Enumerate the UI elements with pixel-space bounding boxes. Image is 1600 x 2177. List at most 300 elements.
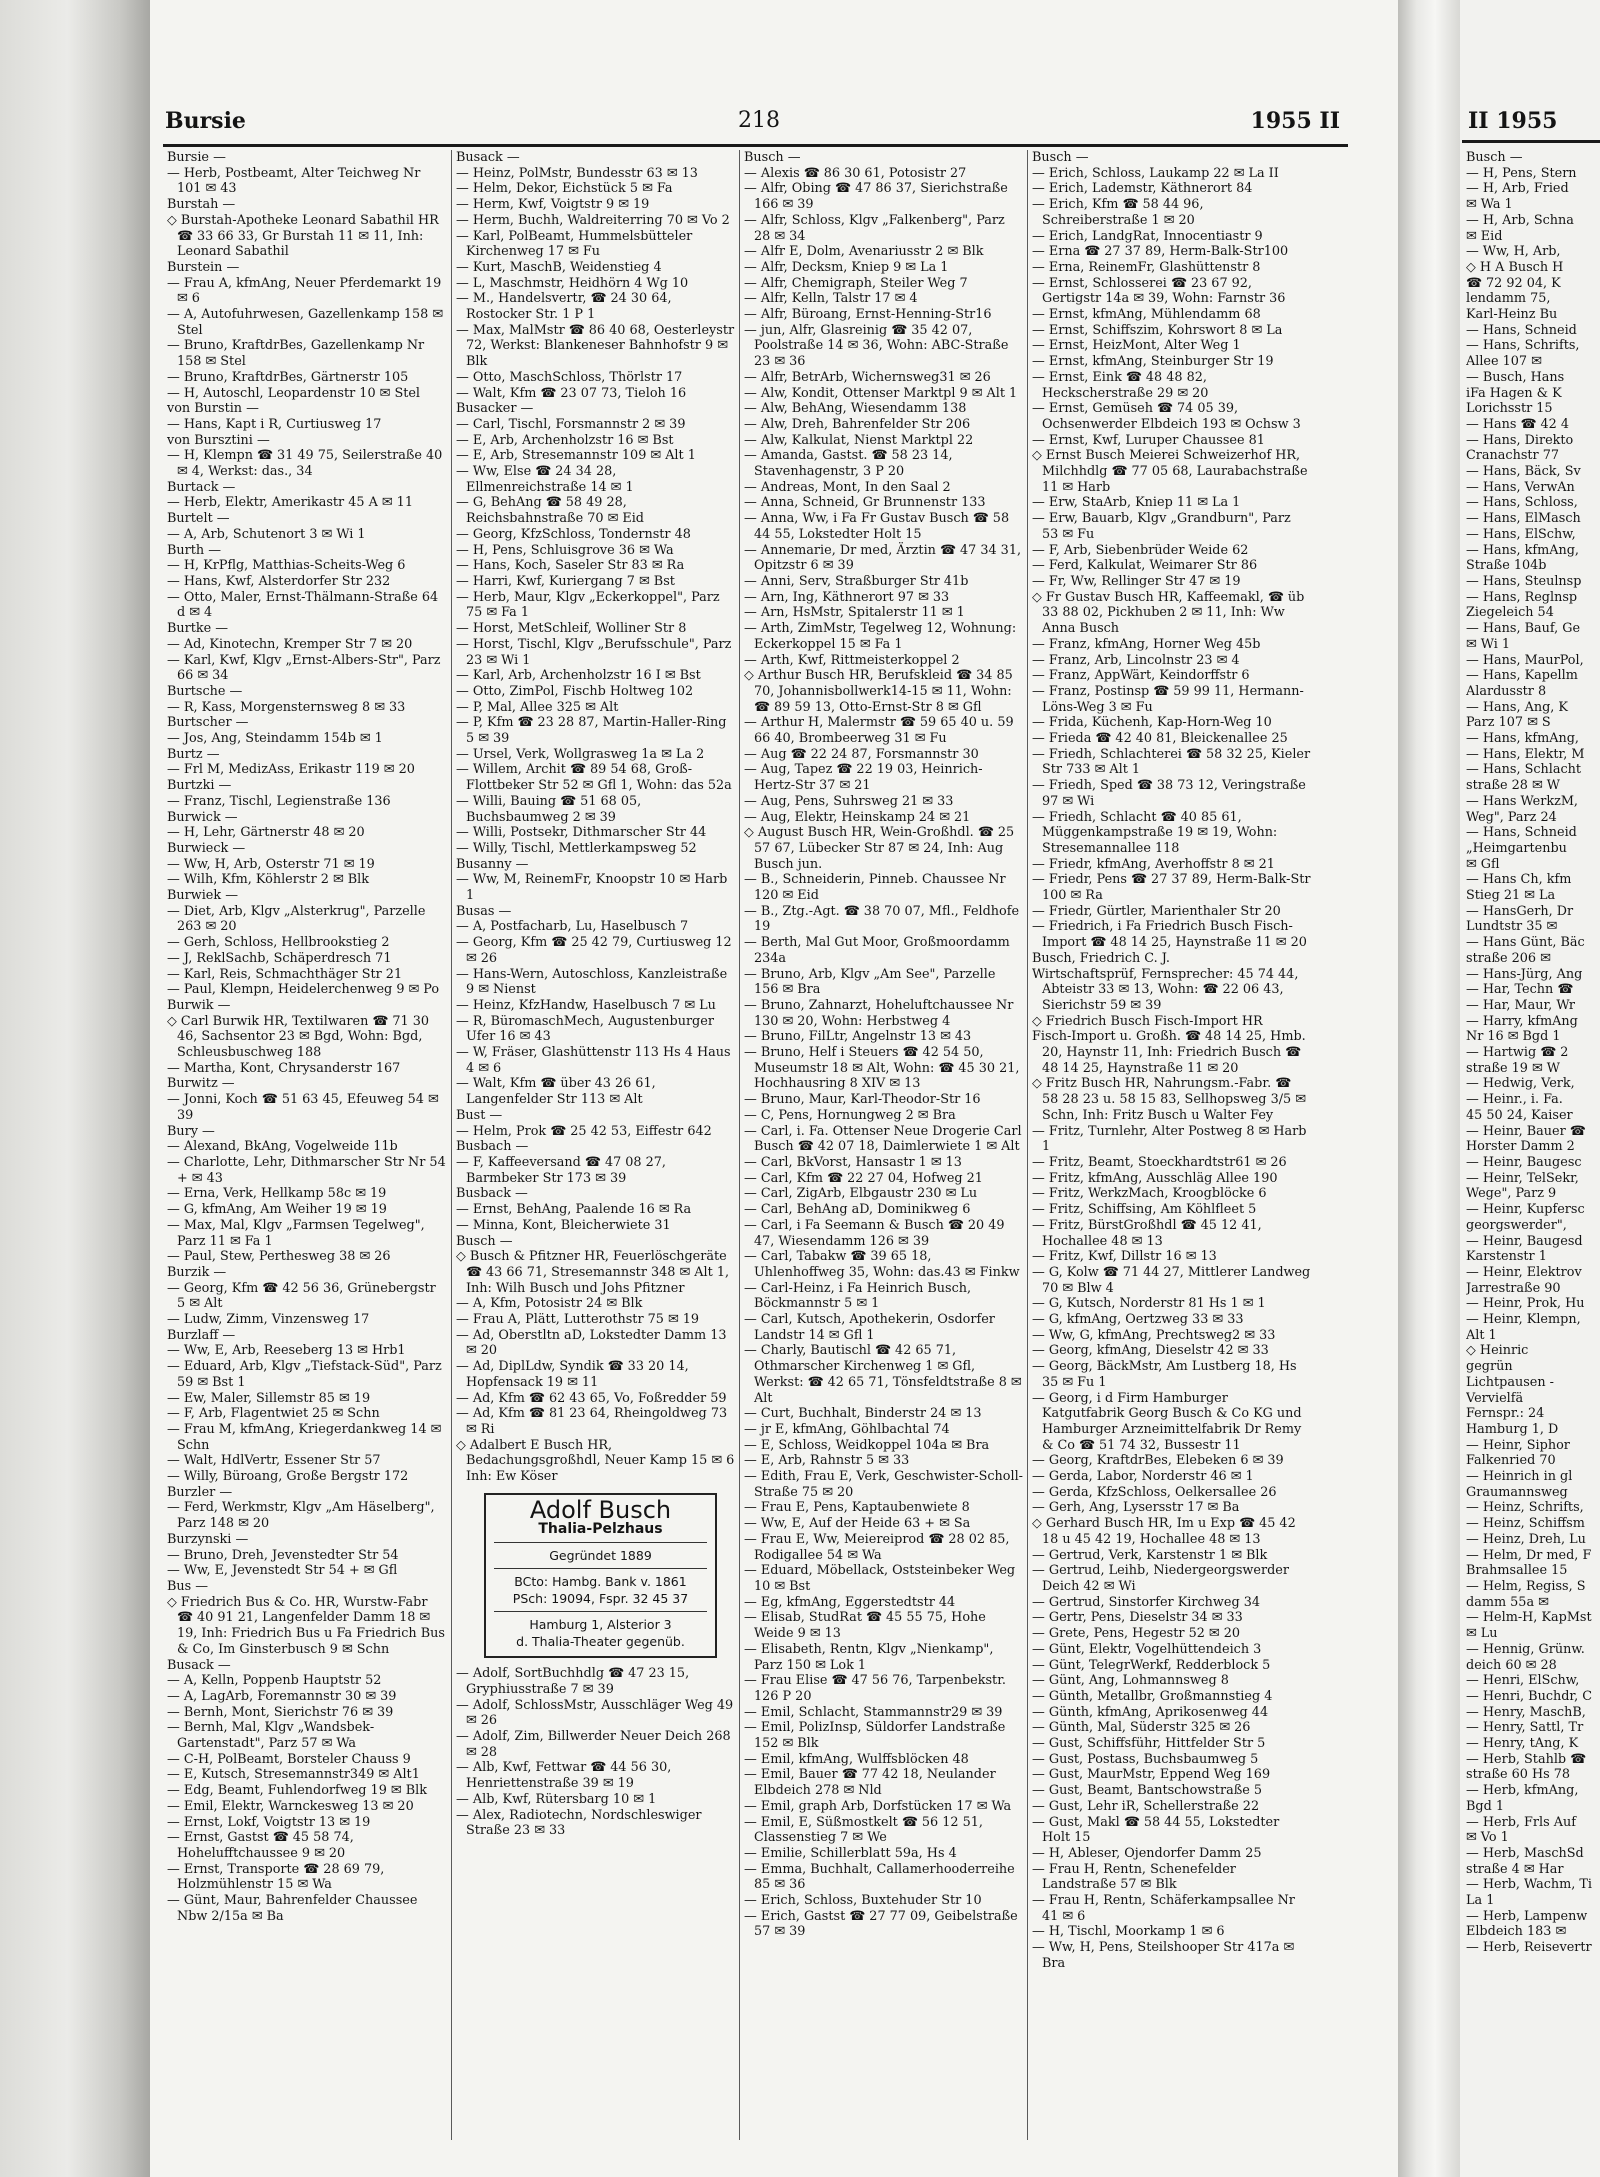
directory-entry: — Max, MalMstr ☎ 86 40 68, Oesterleystr 72, Werkst: Blankeneser Bahnhofstr 9 ✉ Blk (456, 322, 735, 370)
directory-entry: — Carl, Kfm ☎ 22 27 04, Hofweg 21 (744, 1170, 983, 1186)
directory-entry: — Karl, PolBeamt, Hummelsbütteler Kirchenweg 17 ✉ Fu (456, 228, 693, 260)
directory-entry: — Franz, Arb, Lincolnstr 23 ✉ 4 (1032, 652, 1240, 668)
directory-entry: — Alb, Kwf, Fettwar ☎ 44 56 30, Henriettenstraße 39 ✉ 19 (456, 1760, 672, 1792)
directory-entry: Fisch-Import u. Großh. ☎ 48 14 25, Hmb. 20, Haynstr 11, Inh: Friedrich Busch ☎ 48 14 25, Haynstraße 11 ✉ 20 (1032, 1029, 1306, 1076)
directory-entry: Stieg 21 ✉ La (1466, 888, 1556, 904)
directory-entry: Burtack — (167, 479, 236, 495)
directory-entry: — Günt, Maur, Bahrenfelder Chaussee Nbw 2/15a ✉ Ba (167, 1893, 418, 1924)
directory-entry: — Fritz, Beamt, Stoeckhardtstr61 ✉ 26 (1032, 1155, 1287, 1170)
directory-entry: — Hans Ch, kfm (1466, 872, 1572, 888)
directory-entry: Bgd 1 (1466, 1798, 1504, 1814)
directory-entry: — Alfr, Kelln, Talstr 17 ✉ 4 (744, 291, 918, 307)
directory-entry: — Alfr, Schloss, Klgv „Falkenberg", Parz 28 ✉ 34 (744, 212, 1005, 244)
directory-entry: — Fritz, Kwf, Dillstr 16 ✉ 13 (1032, 1249, 1217, 1265)
directory-entry: — Aug ☎ 22 24 87, Forsmannstr 30 (744, 746, 979, 762)
directory-entry: — Hans, Reglnsp (1466, 589, 1578, 605)
directory-entry: Burtz — (167, 746, 220, 762)
directory-entry: — Fritz, Schiffsing, Am Köhlfleet 5 (1032, 1202, 1257, 1218)
directory-entry: — Ew, Maler, Sillemstr 85 ✉ 19 (167, 1390, 371, 1406)
directory-entry: — G, Kolw ☎ 71 44 27, Mittlerer Landweg 70 ✉ Blw 4 (1032, 1264, 1311, 1296)
directory-entry: — A, Kfm, Potosistr 24 ✉ Blk (456, 1296, 643, 1312)
directory-entry: — Hans, Bauf, Ge (1466, 621, 1581, 637)
directory-entry: Falkenried 70 (1466, 1453, 1556, 1469)
directory-entry: — Ad, Kfm ☎ 81 23 64, Rheingoldweg 73 ✉ Ri (456, 1406, 728, 1437)
directory-entry: Hamburg 1, D (1466, 1421, 1559, 1437)
directory-entry: — Busch, Hans (1466, 369, 1565, 385)
directory-entry: — Ludw, Zimm, Vinzensweg 17 (167, 1312, 370, 1328)
directory-entry: — Franz, Tischl, Legienstraße 136 (167, 793, 391, 809)
directory-entry: — Edg, Beamt, Fuhlendorfweg 19 ✉ Blk (167, 1783, 427, 1799)
directory-entry: — Berth, Mal Gut Moor, Großmoordamm 234a (744, 935, 1010, 966)
directory-entry: — Hans, Bäck, Sv (1466, 464, 1581, 480)
directory-entry: — Friedr, Gürtler, Marienthaler Str 20 (1032, 903, 1281, 919)
directory-entry: — Franz, Postinsp ☎ 59 99 11, Hermann-Löns-Weg 3 ✉ Fu (1032, 683, 1304, 715)
directory-entry: — Arn, Ing, Käthnerort 97 ✉ 33 (744, 589, 950, 605)
directory-entry: — Ursel, Verk, Wollgrasweg 1a ✉ La 2 (456, 746, 705, 762)
directory-entry: — Har, Techn ☎ (1466, 982, 1574, 998)
directory-entry: — Harry, kfmAng (1466, 1013, 1578, 1029)
directory-entry: — Bruno, Zahnarzt, Hoheluftchaussee Nr 130 ✉ 20, Wohn: Herbstweg 4 (744, 997, 1014, 1029)
directory-entry: — J, ReklSachb, Schäperdresch 71 (167, 950, 392, 966)
directory-entry: ☎ 72 92 04, K (1466, 275, 1561, 291)
directory-entry: — Willi, Postsekr, Dithmarscher Str 44 (456, 825, 707, 841)
directory-entry: — Frieda ☎ 42 40 81, Bleickenallee 25 (1032, 731, 1288, 747)
directory-entry: Busch — (456, 1233, 513, 1249)
directory-entry: — G, BehAng ☎ 58 49 28, Reichsbahnstraße 70 ✉ Eid (456, 495, 644, 527)
directory-entry: — Anni, Serv, Straßburger Str 41b (744, 573, 969, 589)
column-2 (451, 150, 739, 2140)
directory-entry: — Hans, Elektr, M (1466, 746, 1585, 762)
directory-entry: — Günt, Ang, Lohmannsweg 8 (1032, 1673, 1229, 1689)
directory-entry: — Gust, Postass, Buchsbaumweg 5 (1032, 1751, 1259, 1767)
directory-entry: Busacker — (456, 401, 534, 417)
directory-entry: — Walt, HdlVertr, Essener Str 57 (167, 1453, 381, 1469)
directory-entry: Graumannsweg (1466, 1484, 1568, 1500)
directory-entry: — Herb, Lampenw (1466, 1908, 1588, 1924)
directory-entry: — Arth, ZimMstr, Tegelweg 12, Wohnung: Eckerkoppel 15 ✉ Fa 1 (744, 621, 1017, 652)
directory-entry: ◇ Busch & Pfitzner HR, Feuerlöschgeräte ☎ 43 66 71, Stresemannstr 348 ✉ Alt 1, Inh: Wilh Busch und Johs Pfitzner (456, 1249, 730, 1296)
directory-entry: straße 28 ✉ W (1466, 778, 1560, 794)
directory-entry: — Ad, DiplLdw, Syndik ☎ 33 20 14, Hopfensack 19 ✉ 11 (456, 1359, 689, 1390)
directory-entry: ◇ Fr Gustav Busch HR, Kaffeemakl, ☎ üb 33 88 02, Pickhuben 2 ✉ 11, Inh: Ww Anna Busch (1032, 589, 1305, 637)
directory-entry: Elbdeich 183 ✉ (1466, 1924, 1567, 1940)
directory-entry: — Hans, Schlacht (1466, 762, 1582, 778)
column-1 (163, 150, 451, 2140)
directory-entry: — Eduard, Arb, Klgv „Tiefstack-Süd", Parz 59 ✉ Bst 1 (167, 1359, 442, 1390)
directory-entry: ◇ Fritz Busch HR, Nahrungsm.-Fabr. ☎ 58 28 23 u. 58 15 83, Sellhopsweg 3/5 ✉ Schn, Inh: Fritz Busch u Walter Fey (1032, 1076, 1306, 1123)
directory-entry: damm 55a ✉ (1466, 1594, 1549, 1610)
directory-entry: 45 50 24, Kaiser (1466, 1107, 1573, 1123)
directory-entry: — Gertrud, Leihb, Niedergeorgswerder Deich 42 ✉ Wi (1032, 1563, 1289, 1594)
directory-entry: — E, Arb, Archenholzstr 16 ✉ Bst (456, 432, 674, 448)
directory-entry: Burwiek — (167, 888, 239, 904)
directory-entry: — Heinr, Prok, Hu (1466, 1296, 1585, 1312)
directory-entry: — Georg, kfmAng, Dieselstr 42 ✉ 33 (1032, 1343, 1269, 1359)
directory-entry: — Georg, KraftdrBes, Elebeken 6 ✉ 39 (1032, 1453, 1284, 1469)
directory-entry: — Erw, StaArb, Kniep 11 ✉ La 1 (1032, 495, 1241, 511)
directory-entry: deich 60 ✉ 28 (1466, 1657, 1557, 1673)
directory-entry: ✉ Vo 1 (1466, 1830, 1509, 1846)
directory-entry: — Ernst, Eink ☎ 48 48 82, Heckscherstraße 29 ✉ 20 (1032, 369, 1209, 401)
book-gutter (1398, 0, 1460, 2177)
directory-entry: — Heinr, Baugesd (1466, 1233, 1583, 1249)
directory-entry: — Hennig, Grünw. (1466, 1641, 1585, 1657)
directory-entry: — Annemarie, Dr med, Ärztin ☎ 47 34 31, Opitzstr 6 ✉ 39 (744, 542, 1022, 574)
directory-entry: — Hans-Jürg, Ang (1466, 966, 1583, 982)
directory-entry: Burwieck — (167, 840, 246, 856)
directory-entry: ◇ Gerhard Busch HR, Im u Exp ☎ 45 42 18 u 45 42 19, Hochallee 48 ✉ 13 (1032, 1516, 1296, 1547)
directory-entry: ◇ Heinric (1466, 1343, 1529, 1359)
directory-entry: — R, Kass, Morgensternsweg 8 ✉ 33 (167, 699, 406, 715)
directory-entry: — Charlotte, Lehr, Dithmarscher Str Nr 54 + ✉ 43 (167, 1155, 446, 1186)
directory-entry: — Hans, Ang, K (1466, 699, 1568, 715)
directory-entry: — Frida, Küchenh, Kap-Horn-Weg 10 (1032, 715, 1272, 731)
directory-entry: — Georg, Kfm ☎ 42 56 36, Grünebergstr 5 ✉ Alt (167, 1280, 436, 1312)
next-page-header: II 1955 (1468, 108, 1558, 134)
directory-entry: — Otto, Maler, Ernst-Thälmann-Straße 64 d ✉ 4 (167, 589, 439, 621)
column-4 (1027, 150, 1315, 2140)
directory-entry: — G, Kutsch, Norderstr 81 Hs 1 ✉ 1 (1032, 1296, 1266, 1312)
directory-entry: — Hans, Schneid (1466, 322, 1577, 338)
directory-entry: — Georg, i d Firm Hamburger Katgutfabrik Georg Busch & Co KG und Hamburger Arzneimittelfabrik Dr Remy & Co ☎ 51 74 32, Bussestr 11 (1032, 1390, 1302, 1453)
directory-entry: Busch, Friedrich C. J. (1032, 950, 1170, 966)
directory-entry: — Frau A, Plätt, Lutterothstr 75 ✉ 19 (456, 1312, 700, 1328)
directory-entry: — Frau Elise ☎ 47 56 76, Tarpenbekstr. 126 P 20 (744, 1673, 1006, 1704)
directory-entry: — Frau E, Pens, Kaptaubenwiete 8 (744, 1500, 970, 1516)
directory-entry: — Ww, H, Arb, Osterstr 71 ✉ 19 (167, 856, 375, 872)
directory-entry: — Anna, Schneid, Gr Brunnenstr 133 (744, 495, 986, 511)
directory-entry: Busch — (744, 150, 801, 165)
advert-note: d. Thalia-Theater gegenüb. (516, 1634, 685, 1650)
directory-entry: — Fr, Ww, Rellinger Str 47 ✉ 19 (1032, 573, 1241, 589)
directory-entry: — H, Klempn ☎ 31 49 75, Seilerstraße 40 ✉ 4, Werkst: das., 34 (167, 448, 443, 480)
directory-entry: — Alb, Kwf, Rütersbarg 10 ✉ 1 (456, 1791, 657, 1807)
directory-entry: — Carl, BkVorst, Hansastr 1 ✉ 13 (744, 1155, 962, 1170)
directory-entry: — HansGerh, Dr (1466, 903, 1574, 919)
directory-entry: — Carl, Tischl, Forsmannstr 2 ✉ 39 (456, 416, 686, 432)
directory-entry: — Fritz, WerkzMach, Kroogblöcke 6 (1032, 1186, 1267, 1202)
directory-entry: ◇ Ernst Busch Meierei Schweizerhof HR, Milchhdlg ☎ 77 05 68, Laurabachstraße 11 ✉ Harb (1032, 448, 1308, 495)
directory-entry: — Fritz, kfmAng, Ausschläg Allee 190 (1032, 1170, 1278, 1186)
directory-entry: — R, BüromaschMech, Augustenburger Ufer 16 ✉ 43 (456, 1013, 714, 1045)
directory-entry: — Herb, MaschSd (1466, 1845, 1584, 1861)
directory-entry: — Arn, HsMstr, Spitalerstr 11 ✉ 1 (744, 605, 965, 621)
directory-entry: — Bruno, FilLtr, Angelnstr 13 ✉ 43 (744, 1029, 972, 1045)
directory-entry: — Ww, E, Auf der Heide 63 + ✉ Sa (744, 1516, 971, 1532)
directory-entry: — Günth, Metallbr, Großmannstieg 4 (1032, 1688, 1273, 1704)
directory-entry: — Otto, MaschSchloss, Thörlstr 17 (456, 369, 683, 385)
directory-entry: — Emil, graph Arb, Dorfstücken 17 ✉ Wa (744, 1798, 1012, 1814)
directory-entry: — H, Ableser, Ojendorfer Damm 25 (1032, 1845, 1262, 1861)
directory-entry: — Ernst, BehAng, Paalende 16 ✉ Ra (456, 1202, 692, 1218)
directory-entry: — Heinr, Klempn, (1466, 1312, 1581, 1328)
directory-entry: — Alw, Kondit, Ottenser Marktpl 9 ✉ Alt 1 (744, 385, 1018, 401)
directory-entry: — Herm, Kwf, Voigtstr 9 ✉ 19 (456, 197, 650, 213)
directory-entry: — Karl, Reis, Schmachthäger Str 21 (167, 966, 403, 982)
directory-entry: — Gust, Beamt, Bantschowstraße 5 (1032, 1783, 1263, 1799)
directory-entry: ◇ Adalbert E Busch HR, Bedachungsgroßhdl, Neuer Kamp 15 ✉ 6 Inh: Ew Köser (456, 1437, 735, 1485)
directory-entry: Burzynski — (167, 1531, 249, 1547)
directory-entry: — Hedwig, Verk, (1466, 1076, 1575, 1092)
directory-entry: — Hans, Kwf, Alsterdorfer Str 232 (167, 573, 391, 589)
directory-entry: — Aug, Pens, Suhrsweg 21 ✉ 33 (744, 793, 954, 809)
directory-entry: straße 206 ✉ (1466, 950, 1551, 966)
directory-entry: Burwitz — (167, 1076, 235, 1092)
directory-entry: — Paul, Stew, Perthesweg 38 ✉ 26 (167, 1249, 391, 1265)
directory-entry: — Henry, tAng, K (1466, 1736, 1579, 1752)
directory-entry: — Günt, Elektr, Vogelhüttendeich 3 (1032, 1641, 1262, 1657)
advert-rule (494, 1611, 707, 1612)
directory-entry: — Karl, Arb, Archenholzstr 16 I ✉ Bst (456, 668, 701, 684)
directory-entry: — Ww, E, Arb, Reeseberg 13 ✉ Hrb1 (167, 1343, 406, 1359)
directory-entry: — Erich, Lademstr, Käthnerort 84 (1032, 181, 1253, 197)
directory-entry: — Hans, MaurPol, (1466, 652, 1584, 668)
directory-entry: Burtelt — (167, 511, 230, 527)
directory-entry: — Bernh, Mal, Klgv „Wandsbek-Gartenstadt", Parz 57 ✉ Wa (167, 1720, 375, 1752)
directory-entry: — Frau E, Ww, Meiereiprod ☎ 28 02 85, Rodigallee 54 ✉ Wa (744, 1531, 1010, 1563)
directory-entry: — Hans-Wern, Autoschloss, Kanzleistraße 9 ✉ Nienst (456, 966, 728, 998)
directory-entry: — Heinr, Kupfersc (1466, 1202, 1585, 1218)
directory-entry: — Ww, G, kfmAng, Prechtsweg2 ✉ 33 (1032, 1327, 1276, 1343)
directory-entry: — Carl, Kutsch, Apothekerin, Osdorfer Landstr 14 ✉ Gfl 1 (744, 1312, 995, 1343)
directory-entry: — Grete, Pens, Hegestr 52 ✉ 20 (1032, 1626, 1240, 1642)
directory-entry: ◇ August Busch HR, Wein-Großhdl. ☎ 25 57 67, Lübecker Str 87 ✉ 24, Inh: Aug Busch jun. (744, 825, 1015, 872)
directory-entry: — Alex, Radiotechn, Nordschleswiger Straße 23 ✉ 33 (456, 1807, 702, 1839)
directory-entry: — Hans, Koch, Saseler Str 83 ✉ Ra (456, 558, 685, 574)
advert-adolf-busch (484, 1493, 717, 1658)
directory-entry: Burtke — (167, 621, 229, 637)
directory-entry: Cranachstr 77 (1466, 448, 1559, 464)
directory-entry: — Willy, Tischl, Mettlerkampsweg 52 (456, 840, 697, 856)
directory-entry: Ziegeleich 54 (1466, 605, 1554, 621)
directory-entry: — Hans, Kapellm (1466, 668, 1578, 684)
directory-entry: — Hans, Schloss, (1466, 495, 1578, 511)
directory-entry: Parz 107 ✉ S (1466, 715, 1551, 731)
directory-entry: Burzler — (167, 1484, 233, 1500)
directory-entry: — Günt, TelegrWerkf, Redderblock 5 (1032, 1657, 1271, 1673)
directory-entry: Burstein — (167, 259, 240, 275)
directory-entry: straße 60 Hs 78 (1466, 1767, 1571, 1783)
directory-entry: — Anna, Ww, i Fa Fr Gustav Busch ☎ 58 44 55, Lokstedter Holt 15 (744, 511, 1010, 542)
directory-entry: — Ernst, Gemüseh ☎ 74 05 39, Ochsenwerder Elbdeich 193 ✉ Ochsw 3 (1032, 401, 1301, 432)
directory-entry: — Alexand, BkAng, Vogelweide 11b (167, 1139, 398, 1155)
directory-entry: — Hans Günt, Bäc (1466, 935, 1585, 951)
column-3 (739, 150, 1027, 2140)
directory-entry: — H, Arb, Fried (1466, 181, 1569, 197)
directory-entry: — Adolf, SchlossMstr, Ausschläger Weg 49 ✉ 26 (456, 1697, 734, 1729)
directory-entry: iFa Hagen & K (1466, 385, 1562, 401)
directory-entry: — Erna, Verk, Hellkamp 58c ✉ 19 (167, 1186, 387, 1202)
directory-entry: — Herb, kfmAng, (1466, 1783, 1579, 1799)
directory-entry: — jr E, kfmAng, Göhlbachtal 74 (744, 1421, 950, 1437)
directory-entry: — Heinz, Dreh, Lu (1466, 1531, 1586, 1547)
directory-entry: ✉ Wa 1 (1466, 197, 1513, 213)
directory-columns (163, 150, 1348, 2140)
directory-entry: — Karl, Kwf, Klgv „Ernst-Albers-Str", Parz 66 ✉ 34 (167, 652, 441, 684)
directory-entry: — Alfr, Decksm, Kniep 9 ✉ La 1 (744, 259, 949, 275)
directory-entry: — Hans, ElSchw, (1466, 526, 1576, 542)
directory-entry: — Bruno, Dreh, Jevenstedter Str 54 (167, 1547, 399, 1563)
directory-entry: — Max, Mal, Klgv „Farmsen Tegelweg", Parz 11 ✉ Fa 1 (167, 1217, 425, 1249)
directory-entry: ◇ H A Busch H (1466, 259, 1564, 275)
directory-entry: — Heinr, Bauer ☎ (1466, 1123, 1586, 1139)
directory-entry: Busack — (456, 150, 520, 165)
directory-entry: ✉ Gfl (1466, 856, 1500, 872)
directory-entry: — Erna ☎ 27 37 89, Herm-Balk-Str100 (1032, 244, 1289, 260)
directory-entry: Busch — (1032, 150, 1089, 165)
directory-entry: ◇ Burstah-Apotheke Leonard Sabathil HR ☎ 33 66 33, Gr Burstah 11 ✉ 11, Inh: Leonard Sabathil (167, 212, 439, 260)
directory-entry: — Gerda, Labor, Norderstr 46 ✉ 1 (1032, 1469, 1254, 1485)
directory-entry: — Erich, LandgRat, Innocentiastr 9 (1032, 228, 1263, 244)
directory-entry: Burwick — (167, 809, 238, 825)
directory-entry: — Helm, Prok ☎ 25 42 53, Eiffestr 642 (456, 1123, 712, 1139)
directory-entry: — Ww, Else ☎ 24 34 28, Ellmenreichstraße 14 ✉ 1 (456, 464, 634, 495)
directory-entry: Jarrestraße 90 (1466, 1280, 1561, 1296)
directory-entry: — H, Pens, Stern (1466, 165, 1577, 181)
directory-entry: — E, Schloss, Weidkoppel 104a ✉ Bra (744, 1437, 990, 1453)
directory-entry: — Otto, ZimPol, Fischb Holtweg 102 (456, 683, 694, 699)
directory-entry: — Franz, kfmAng, Horner Weg 45b (1032, 636, 1261, 652)
directory-entry: — Friedr, kfmAng, Averhoffstr 8 ✉ 21 (1032, 856, 1275, 872)
directory-entry: — Ww, M, ReinemFr, Knoopstr 10 ✉ Harb 1 (456, 872, 728, 904)
directory-entry: — A, Kelln, Poppenb Hauptstr 52 (167, 1673, 382, 1689)
directory-entry: — Carl, BehAng aD, Dominikweg 6 (744, 1202, 971, 1218)
directory-entry: — Henri, Buchdr, C (1466, 1688, 1593, 1704)
directory-entry: — Friedh, Schlacht ☎ 40 85 61, Müggenkampstraße 19 ✉ 19, Wohn: Stresemannallee 118 (1032, 809, 1278, 856)
directory-entry: — P, Kfm ☎ 23 28 87, Martin-Haller-Ring 5 ✉ 39 (456, 715, 727, 747)
directory-entry: — Gust, MaurMstr, Eppend Weg 169 (1032, 1767, 1271, 1783)
directory-entry: — Helm-H, KapMst (1466, 1610, 1592, 1626)
column-2-bottom (456, 1666, 735, 1839)
directory-entry: — Franz, AppWärt, Keindorffstr 6 (1032, 668, 1250, 684)
directory-entry: von Burstin — (167, 401, 259, 417)
directory-entry: — A, Arb, Schutenort 3 ✉ Wi 1 (167, 526, 366, 542)
directory-entry: Burzik — (167, 1264, 227, 1280)
directory-entry: — Willi, Bauing ☎ 51 68 05, Buchsbaumweg 2 ✉ 39 (456, 793, 642, 825)
directory-entry: — Georg, BäckMstr, Am Lustberg 18, Hs 35 ✉ Fu 1 (1032, 1359, 1297, 1390)
directory-entry: Vervielfä (1466, 1390, 1524, 1406)
directory-entry: — Georg, KfzSchloss, Tondernstr 48 (456, 526, 691, 542)
directory-entry: Burzlaff — (167, 1327, 236, 1343)
directory-entry: georgswerder", (1466, 1217, 1567, 1233)
advert-bank2: PSch: 19094, Fspr. 32 45 37 (512, 1591, 689, 1607)
directory-entry: Burtscher — (167, 715, 249, 731)
directory-entry: — Hans, Kapt i R, Curtiusweg 17 (167, 416, 382, 432)
directory-entry: — Carl, Tabakw ☎ 39 65 18, Uhlenhoffweg 35, Wohn: das.43 ✉ Finkw (744, 1249, 1020, 1280)
directory-entry: — Alw, Kalkulat, Nienst Marktpl 22 (744, 432, 974, 448)
directory-entry: — Frau A, kfmAng, Neuer Pferdemarkt 19 ✉ 6 (167, 275, 442, 307)
directory-entry: — Hans, Schrifts, (1466, 338, 1580, 354)
directory-entry: — Günth, kfmAng, Aprikosenweg 44 (1032, 1704, 1269, 1720)
directory-entry: — Hans WerkzM, (1466, 793, 1578, 809)
directory-entry: — F, Kaffeeversand ☎ 47 08 27, Barmbeker Str 173 ✉ 39 (456, 1155, 666, 1186)
directory-entry: — Harri, Kwf, Kuriergang 7 ✉ Bst (456, 573, 675, 589)
directory-entry: — Hans, Schneid (1466, 825, 1577, 841)
directory-entry: — Eg, kfmAng, Eggerstedtstr 44 (744, 1594, 956, 1610)
advert-title: Adolf Busch (529, 1495, 672, 1524)
directory-entry: — Amanda, Gastst. ☎ 58 23 14, Stavenhagenstr, 3 P 20 (744, 448, 953, 480)
directory-entry: — B., Ztg.-Agt. ☎ 38 70 07, Mfl., Feldhofe 19 (744, 903, 1020, 935)
directory-entry: — C-H, PolBeamt, Borsteler Chauss 9 (167, 1751, 411, 1767)
directory-entry: ◇ Friedrich Bus & Co. HR, Wurstw-Fabr ☎ 40 91 21, Langenfelder Damm 18 ✉ 19, Inh: Friedrich Bus u Fa Friedrich Bus & Co, Im Ginsterbusch 9 ✉ Schn (167, 1594, 445, 1657)
directory-entry: — Paul, Klempn, Heidelerchenweg 9 ✉ Po (167, 982, 440, 998)
directory-entry: — Gertrud, Sinstorfer Kirchweg 34 (1032, 1594, 1260, 1610)
directory-entry: — H, Tischl, Moorkamp 1 ✉ 6 (1032, 1924, 1225, 1940)
directory-entry: — Wilh, Kfm, Köhlerstr 2 ✉ Blk (167, 872, 370, 888)
directory-entry: — A, Autofuhrwesen, Gazellenkamp 158 ✉ Stel (167, 307, 444, 338)
directory-entry: — Curt, Buchhalt, Binderstr 24 ✉ 13 (744, 1406, 982, 1422)
directory-entry: — Adolf, Zim, Billwerder Neuer Deich 268 ✉ 28 (456, 1728, 731, 1760)
directory-page (163, 92, 1348, 2142)
directory-entry: ◇ Friedrich Busch Fisch-Import HR (1032, 1013, 1263, 1029)
directory-entry: — Ferd, Werkmstr, Klgv „Am Häselberg", Parz 148 ✉ 20 (167, 1500, 435, 1532)
directory-entry: — Edith, Frau E, Verk, Geschwister-Scholl-Straße 75 ✉ 20 (744, 1469, 1024, 1500)
directory-entry: — H, Lehr, Gärtnerstr 48 ✉ 20 (167, 825, 365, 841)
directory-entry: — Herm, Buchh, Waldreiterring 70 ✉ Vo 2 (456, 212, 730, 228)
directory-entry: — Eduard, Möbellack, Oststeinbeker Weg 10 ✉ Bst (744, 1563, 1016, 1594)
directory-entry: Busack — (167, 1657, 231, 1673)
directory-entry: — Gertr, Pens, Dieselstr 34 ✉ 33 (1032, 1610, 1243, 1626)
directory-entry: — Carl, i. Fa. Ottenser Neue Drogerie Carl Busch ☎ 42 07 18, Daimlerwiete 1 ✉ Alt (744, 1123, 1022, 1155)
directory-entry: — Jonni, Koch ☎ 51 63 45, Efeuweg 54 ✉ 39 (167, 1092, 439, 1123)
directory-entry: — Diet, Arb, Klgv „Alsterkrug", Parzelle 263 ✉ 20 (167, 903, 426, 935)
directory-entry: — Ad, Kfm ☎ 62 43 65, Vo, Foßredder 59 (456, 1390, 727, 1406)
directory-entry: — H, Pens, Schluisgrove 36 ✉ Wa (456, 542, 674, 558)
directory-entry: ◇ Arthur Busch HR, Berufskleid ☎ 34 85 70, Johannisbollwerk14-15 ✉ 11, Wohn: ☎ 89 59 13, Otto-Ernst-Str 8 ✉ Gfl (744, 668, 1013, 715)
directory-entry: — Bruno, KraftdrBes, Gärtnerstr 105 (167, 369, 409, 385)
directory-entry: — Frl M, MedizAss, Erikastr 119 ✉ 20 (167, 762, 415, 778)
directory-entry: — W, Fräser, Glashüttenstr 113 Hs 4 Haus 4 ✉ 6 (456, 1045, 731, 1076)
directory-entry: — Ernst, Schiffszim, Kohrswort 8 ✉ La (1032, 322, 1283, 338)
directory-entry: Busback — (456, 1186, 528, 1202)
directory-entry: — Ernst, kfmAng, Steinburger Str 19 (1032, 354, 1274, 370)
directory-entry: — Adolf, SortBuchhdlg ☎ 47 23 15, Gryphiusstraße 7 ✉ 39 (456, 1666, 690, 1697)
directory-entry: — Hans, VerwAn (1466, 479, 1575, 495)
directory-entry: — jun, Alfr, Glasreinig ☎ 35 42 07, Poolstraße 14 ✉ 36, Wohn: ABC-Straße 23 ✉ 36 (744, 322, 1009, 370)
directory-entry: „Heimgartenbu (1466, 840, 1567, 856)
directory-entry: — Heinz, PolMstr, Bundesstr 63 ✉ 13 (456, 165, 698, 181)
advert-subtitle: Thalia-Pelzhaus (494, 1522, 707, 1543)
directory-entry: — Arth, Kwf, Rittmeisterkoppel 2 (744, 652, 960, 668)
directory-entry: Bursie — (167, 150, 226, 165)
directory-entry: — Emma, Buchhalt, Callamerhooderreihe 85 ✉ 36 (744, 1861, 1015, 1893)
directory-entry: — Emil, E, Süßmostkelt ☎ 56 12 51, Classenstieg 7 ✉ We (744, 1814, 983, 1846)
directory-entry: Weg", Parz 24 (1466, 809, 1557, 825)
directory-entry: — Frau M, kfmAng, Kriegerdankweg 14 ✉ Schn (167, 1421, 442, 1453)
directory-entry: — Georg, Kfm ☎ 25 42 79, Curtiusweg 12 ✉ 26 (456, 935, 732, 966)
directory-entry: — Fritz, Turnlehr, Alter Postweg 8 ✉ Harb 1 (1032, 1123, 1307, 1155)
directory-entry: Karstenstr 1 (1466, 1249, 1547, 1265)
directory-entry: Straße 104b (1466, 558, 1547, 574)
directory-entry: Nr 16 ✉ Bgd 1 (1466, 1029, 1561, 1045)
directory-entry: — Har, Maur, Wr (1466, 997, 1576, 1013)
directory-entry: — Alfr E, Dolm, Avenariusstr 2 ✉ Blk (744, 244, 984, 260)
directory-entry: — Heinz, Schiffsm (1466, 1516, 1585, 1532)
directory-entry: Brahmsallee 15 (1466, 1563, 1568, 1579)
directory-entry: — Hans, ElMasch (1466, 511, 1581, 527)
directory-entry: Allee 107 ✉ (1466, 354, 1542, 370)
directory-entry: — Arthur H, Malermstr ☎ 59 65 40 u. 59 66 40, Brombeerweg 31 ✉ Fu (744, 715, 1014, 747)
directory-entry: — Friedrich, i Fa Friedrich Busch Fisch-Import ☎ 48 14 25, Haynstraße 11 ✉ 20 (1032, 919, 1307, 951)
directory-entry: — Carl, i Fa Seemann & Busch ☎ 20 49 47, Wiesendamm 126 ✉ 39 (744, 1217, 1005, 1249)
directory-entry: — Ww, H, Arb, (1466, 244, 1561, 260)
directory-entry: straße 19 ✉ W (1466, 1060, 1560, 1076)
directory-entry: — Erich, Schloss, Laukamp 22 ✉ La II (1032, 165, 1279, 181)
directory-entry: — Hans, Steulnsp (1466, 573, 1582, 589)
directory-entry: — Bruno, Maur, Karl-Theodor-Str 16 (744, 1092, 981, 1108)
directory-entry: — H, Autoschl, Leopardenstr 10 ✉ Stel (167, 385, 421, 401)
directory-entry: — G, kfmAng, Am Weiher 19 ✉ 19 (167, 1202, 387, 1218)
